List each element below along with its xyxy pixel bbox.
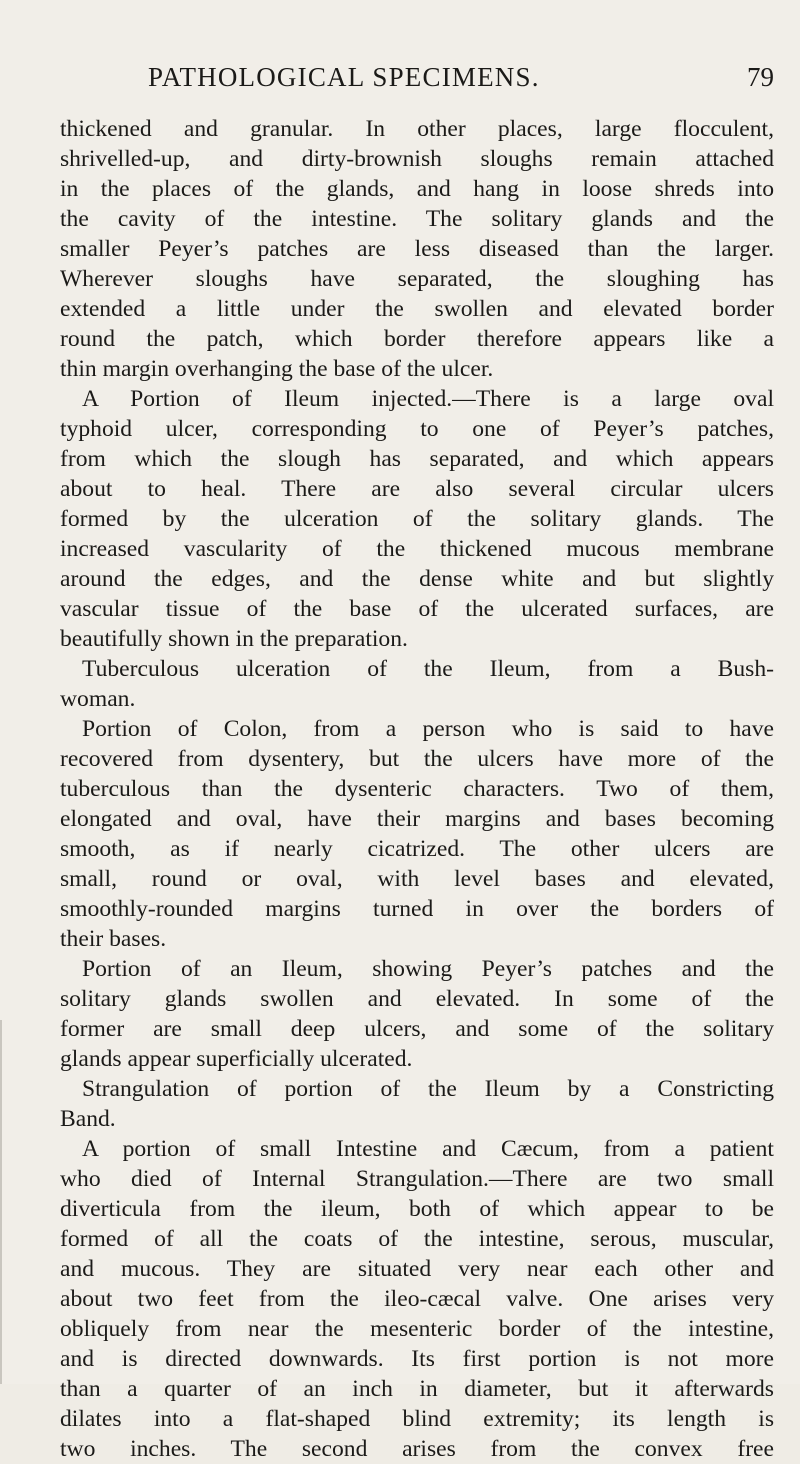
running-head xyxy=(60,62,774,102)
text-line: Strangulation of portion of the Ileum by a Constricting xyxy=(82,1076,774,1102)
text-line: former are small deep ulcers, and some of the solitary xyxy=(60,1016,774,1042)
text-line: Band. xyxy=(60,1106,116,1132)
text-line: about to heal. There are also several circular ulcers xyxy=(60,476,774,502)
text-line: smooth, as if nearly cicatrized. The other ulcers are xyxy=(60,836,774,862)
text-line: and is directed downwards. Its first portion is not more xyxy=(60,1346,774,1372)
text-line: small, round or oval, with level bases and elevated, xyxy=(60,866,774,892)
text-line: and mucous. They are situated very near each other and xyxy=(60,1256,774,1282)
text-line: their bases. xyxy=(60,926,167,952)
text-line: who died of Internal Strangulation.—There are two small xyxy=(60,1166,774,1192)
text-line: two inches. The second arises from the convex free xyxy=(60,1436,774,1462)
text-line: A portion of small Intestine and Cæcum, from a patient xyxy=(82,1136,774,1162)
text-line: Tuberculous ulceration of the Ileum, from a Bush- xyxy=(82,656,774,682)
text-line: recovered from dysentery, but the ulcers have more of the xyxy=(60,746,774,772)
text-line: Portion of Colon, from a person who is said to have xyxy=(82,716,774,742)
text-line: vascular tissue of the base of the ulcerated surfaces, are xyxy=(60,596,774,622)
text-line: typhoid ulcer, corresponding to one of Peyer’s patches, xyxy=(60,416,774,442)
text-line: A Portion of Ileum injected.—There is a large oval xyxy=(82,386,774,412)
text-line: around the edges, and the dense white and but slightly xyxy=(60,566,774,592)
text-line: thickened and granular. In other places, large flocculent, xyxy=(60,116,774,142)
text-line: increased vascularity of the thickened mucous membrane xyxy=(60,536,774,562)
text-line: extended a little under the swollen and elevated border xyxy=(60,296,774,322)
text-line: tuberculous than the dysenteric characters. Two of them, xyxy=(60,776,774,802)
page-number: 79 xyxy=(747,62,774,92)
text-line: beautifully shown in the preparation. xyxy=(60,626,408,652)
text-line: elongated and oval, have their margins and bases becoming xyxy=(60,806,774,832)
text-line: Wherever sloughs have separated, the sloughing has xyxy=(60,266,774,292)
body-text xyxy=(60,114,774,1464)
text-line: obliquely from near the mesenteric border of the intestine, xyxy=(60,1316,774,1342)
text-line: in the places of the glands, and hang in loose shreds into xyxy=(60,176,774,202)
text-line: the cavity of the intestine. The solitary glands and the xyxy=(60,206,774,232)
text-line: than a quarter of an inch in diameter, but it afterwards xyxy=(60,1376,774,1402)
text-line: dilates into a flat-shaped blind extremity; its length is xyxy=(60,1406,774,1432)
text-line: woman. xyxy=(60,686,136,712)
text-line: from which the slough has separated, and which appears xyxy=(60,446,774,472)
text-line: round the patch, which border therefore appears like a xyxy=(60,326,774,352)
text-line: diverticula from the ileum, both of which appear to be xyxy=(60,1196,774,1222)
text-line: solitary glands swollen and elevated. In some of the xyxy=(60,986,774,1012)
text-line: smoothly-rounded margins turned in over the borders of xyxy=(60,896,774,922)
text-line: shrivelled-up, and dirty-brownish sloughs remain attached xyxy=(60,146,774,172)
running-title: PATHOLOGICAL SPECIMENS. xyxy=(148,62,540,92)
text-line: Portion of an Ileum, showing Peyer’s patches and the xyxy=(82,956,774,982)
text-line: smaller Peyer’s patches are less diseased than the larger. xyxy=(60,236,774,262)
text-line: glands appear superficially ulcerated. xyxy=(60,1046,413,1072)
page-edge-mark xyxy=(0,1020,2,1384)
text-line: thin margin overhanging the base of the ulcer. xyxy=(60,356,494,382)
text-line: about two feet from the ileo-cæcal valve. One arises very xyxy=(60,1286,774,1312)
text-line: formed by the ulceration of the solitary glands. The xyxy=(60,506,774,532)
text-line: formed of all the coats of the intestine, serous, muscular, xyxy=(60,1226,774,1252)
